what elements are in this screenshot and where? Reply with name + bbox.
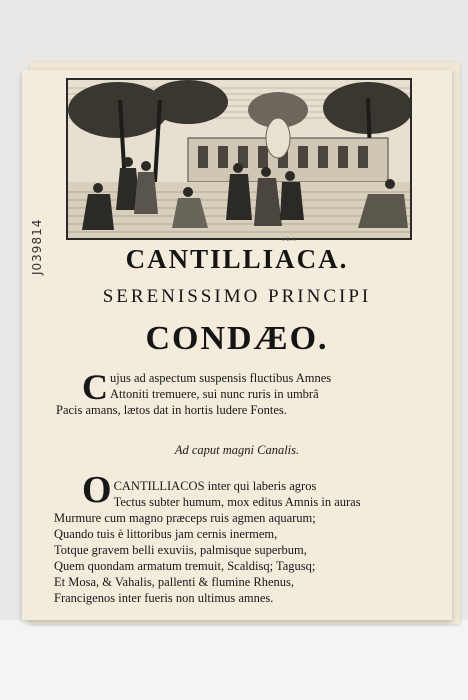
verse-line: CANTILLIACOS inter qui laberis agros xyxy=(113,479,317,493)
catalog-number: J039814 xyxy=(30,218,44,275)
verse-line: Francigenos inter fueris non ultimus amnes. xyxy=(54,591,274,605)
verse-line: Attoniti tremuere, sui nunc ruris in umbrâ xyxy=(110,387,319,401)
verse-line: ujus ad aspectum suspensis fluctibus Amnes xyxy=(110,371,332,385)
section-subtitle: Ad caput magni Canalis. xyxy=(174,443,300,457)
title-serenissimo-principi: SERENISSIMO PRINCIPI xyxy=(102,286,372,307)
verse-canal xyxy=(54,469,412,606)
verse-line: Murmure cum magno præceps ruis agmen aquarum; xyxy=(54,511,316,525)
verse-line: Et Mosa, & Vahalis, pallenti & flumine Rhenus, xyxy=(54,575,295,589)
table-surface xyxy=(0,620,468,700)
engraver-signature: J. B. S. xyxy=(282,238,297,243)
verse-line: Pacis amans, lætos dat in hortis ludere Fontes. xyxy=(56,403,287,417)
drop-cap: O xyxy=(82,469,112,511)
drop-cap: C xyxy=(82,367,108,407)
garden-fountain-engraving-icon xyxy=(66,78,412,240)
verse-line: Totque gravem belli exuviis, palmisque superbum, xyxy=(54,543,307,557)
printed-page xyxy=(22,70,452,620)
verse-line: Tectus subter humum, mox editus Amnis in auras xyxy=(113,495,361,509)
verse-line: Quem quondam armatum tremuit, Scaldisq; Tagusq; xyxy=(54,559,316,573)
title-condaeo: CONDÆO. xyxy=(145,320,329,357)
title-cantilliaca: CANTILLIACA. xyxy=(125,244,349,274)
verse-line: Quando tuis è littoribus jam cernis inermem, xyxy=(54,527,278,541)
verse-dedication xyxy=(56,367,412,418)
